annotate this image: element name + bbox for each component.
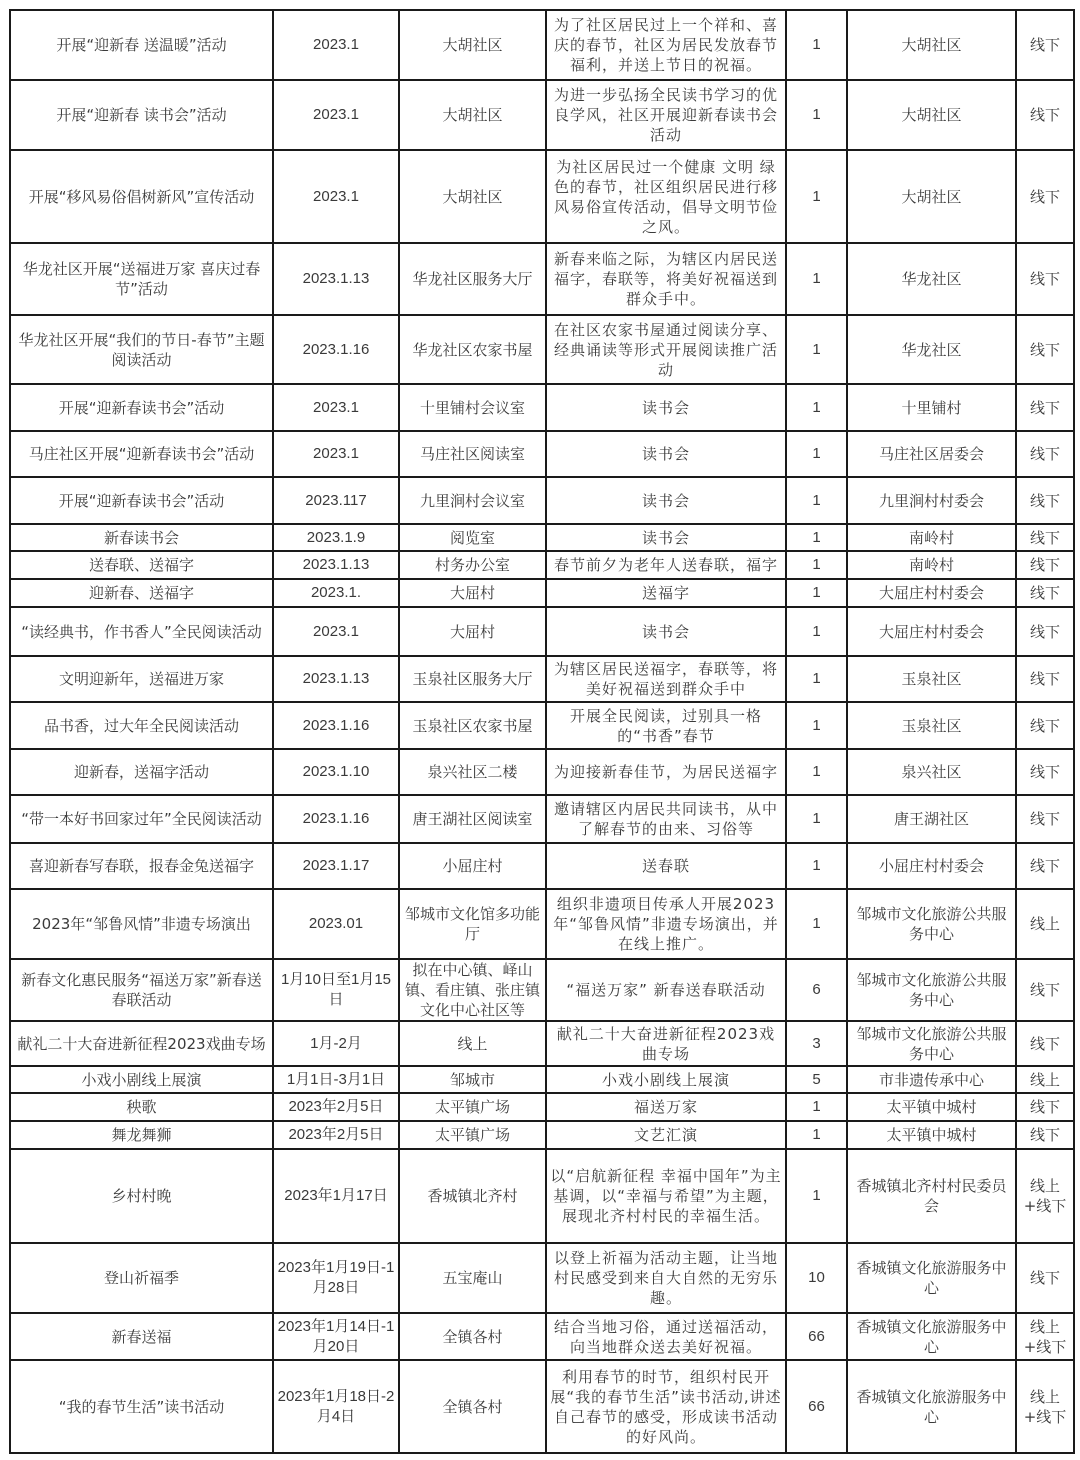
date-cell: 2023.1.10 [273, 749, 399, 795]
organizer-cell: 香城镇北齐村村民委员会 [847, 1149, 1016, 1243]
mode-cell: 线下 [1016, 702, 1074, 749]
location-cell: 玉泉社区服务大厅 [399, 656, 546, 702]
date-cell: 1月1日-3月1日 [273, 1066, 399, 1093]
date-cell: 2023.1 [273, 384, 399, 431]
count-cell: 1 [786, 477, 847, 524]
mode-cell: 线下 [1016, 10, 1074, 80]
table-row [10, 243, 1074, 315]
description-cell: 小戏小剧线上展演 [546, 1066, 786, 1093]
activity-name-cell: “我的春节生活”读书活动 [10, 1360, 273, 1453]
location-cell: 唐王湖社区阅读室 [399, 795, 546, 843]
mode-cell: 线下 [1016, 150, 1074, 243]
location-cell: 十里铺村会议室 [399, 384, 546, 431]
date-cell: 1月10日至1月15日 [273, 959, 399, 1021]
description-cell: 在社区农家书屋通过阅读分享、经典诵读等形式开展阅读推广活动 [546, 315, 786, 384]
mode-cell: 线下 [1016, 384, 1074, 431]
count-cell: 1 [786, 795, 847, 843]
mode-cell: 线下 [1016, 1121, 1074, 1149]
mode-cell: 线下 [1016, 959, 1074, 1021]
mode-cell: 线下 [1016, 656, 1074, 702]
description-cell: 送福字 [546, 579, 786, 607]
table-row [10, 477, 1074, 524]
mode-cell: 线上+线下 [1016, 1313, 1074, 1360]
count-cell: 1 [786, 843, 847, 889]
date-cell: 2023年1月17日 [273, 1149, 399, 1243]
organizer-cell: 市非遗传承中心 [847, 1066, 1016, 1093]
location-cell: 五宝庵山 [399, 1243, 546, 1313]
table-row [10, 431, 1074, 477]
organizer-cell: 太平镇中城村 [847, 1093, 1016, 1121]
activity-name-cell: 送春联、送福字 [10, 551, 273, 579]
count-cell: 1 [786, 749, 847, 795]
location-cell: 邹城市 [399, 1066, 546, 1093]
date-cell: 2023年1月19日-1月28日 [273, 1243, 399, 1313]
location-cell: 华龙社区服务大厅 [399, 243, 546, 315]
table-row [10, 524, 1074, 551]
date-cell: 2023年1月14日-1月20日 [273, 1313, 399, 1360]
description-cell: 读书会 [546, 431, 786, 477]
count-cell: 1 [786, 80, 847, 150]
activity-name-cell: 喜迎新春写春联，报春金兔送福字 [10, 843, 273, 889]
date-cell: 2023.1.13 [273, 551, 399, 579]
date-cell: 2023.1.17 [273, 843, 399, 889]
activity-name-cell: 新春读书会 [10, 524, 273, 551]
description-cell: 文艺汇演 [546, 1121, 786, 1149]
table-row [10, 551, 1074, 579]
count-cell: 1 [786, 1149, 847, 1243]
date-cell: 1月-2月 [273, 1021, 399, 1066]
activity-name-cell: 迎新春、送福字 [10, 579, 273, 607]
location-cell: 村务办公室 [399, 551, 546, 579]
description-cell: 邀请辖区内居民共同读书，从中了解春节的由来、习俗等 [546, 795, 786, 843]
location-cell: 拟在中心镇、峄山镇、看庄镇、张庄镇文化中心社区等 [399, 959, 546, 1021]
description-cell: “福送万家” 新春送春联活动 [546, 959, 786, 1021]
organizer-cell: 玉泉社区 [847, 702, 1016, 749]
count-cell: 1 [786, 551, 847, 579]
count-cell: 1 [786, 315, 847, 384]
count-cell: 66 [786, 1313, 847, 1360]
description-cell: 组织非遗项目传承人开展2023年“邹鲁风情”非遗专场演出，并在线上推广。 [546, 889, 786, 959]
activity-name-cell: 开展“迎新春 送温暖”活动 [10, 10, 273, 80]
description-cell: 结合当地习俗，通过送福活动，向当地群众送去美好祝福。 [546, 1313, 786, 1360]
location-cell: 大屈村 [399, 607, 546, 656]
description-cell: 福送万家 [546, 1093, 786, 1121]
activity-name-cell: 新春文化惠民服务“福送万家”新春送春联活动 [10, 959, 273, 1021]
organizer-cell: 十里铺村 [847, 384, 1016, 431]
table-row [10, 384, 1074, 431]
organizer-cell: 邹城市文化旅游公共服务中心 [847, 959, 1016, 1021]
activity-name-cell: 开展“迎新春 读书会”活动 [10, 80, 273, 150]
date-cell: 2023.1. [273, 579, 399, 607]
organizer-cell: 大胡社区 [847, 150, 1016, 243]
activity-name-cell: 登山祈福季 [10, 1243, 273, 1313]
count-cell: 5 [786, 1066, 847, 1093]
count-cell: 1 [786, 243, 847, 315]
activity-name-cell: 小戏小剧线上展演 [10, 1066, 273, 1093]
activity-name-cell: 开展“迎新春读书会”活动 [10, 384, 273, 431]
table-row [10, 843, 1074, 889]
table-row [10, 607, 1074, 656]
date-cell: 2023.1 [273, 150, 399, 243]
activity-name-cell: 舞龙舞狮 [10, 1121, 273, 1149]
table-row [10, 579, 1074, 607]
count-cell: 1 [786, 889, 847, 959]
table-row [10, 702, 1074, 749]
description-cell: 为了社区居民过上一个祥和、喜庆的春节，社区为居民发放春节福利，并送上节日的祝福。 [546, 10, 786, 80]
location-cell: 邹城市文化馆多功能厅 [399, 889, 546, 959]
date-cell: 2023.01 [273, 889, 399, 959]
description-cell: 读书会 [546, 524, 786, 551]
description-cell: 以登上祈福为活动主题，让当地村民感受到来自大自然的无穷乐趣。 [546, 1243, 786, 1313]
table-row [10, 150, 1074, 243]
table-row [10, 80, 1074, 150]
activity-table-body [10, 10, 1074, 1453]
count-cell: 1 [786, 431, 847, 477]
location-cell: 大胡社区 [399, 150, 546, 243]
activity-name-cell: 献礼二十大奋进新征程2023戏曲专场 [10, 1021, 273, 1066]
date-cell: 2023.1 [273, 431, 399, 477]
activity-name-cell: 秧歌 [10, 1093, 273, 1121]
description-cell: 读书会 [546, 607, 786, 656]
date-cell: 2023.1 [273, 80, 399, 150]
table-row [10, 1093, 1074, 1121]
description-cell: 新春来临之际，为辖区内居民送福字，春联等，将美好祝福送到群众手中。 [546, 243, 786, 315]
organizer-cell: 大屈庄村村委会 [847, 607, 1016, 656]
organizer-cell: 华龙社区 [847, 243, 1016, 315]
organizer-cell: 马庄社区居委会 [847, 431, 1016, 477]
description-cell: 以“启航新征程 幸福中国年”为主基调，以“幸福与希望”为主题，展现北齐村村民的幸福生活。 [546, 1149, 786, 1243]
organizer-cell: 玉泉社区 [847, 656, 1016, 702]
date-cell: 2023.1.13 [273, 243, 399, 315]
mode-cell: 线上+线下 [1016, 1149, 1074, 1243]
count-cell: 1 [786, 1121, 847, 1149]
description-cell: 为进一步弘扬全民读书学习的优良学风，社区开展迎新春读书会活动 [546, 80, 786, 150]
table-row [10, 1149, 1074, 1243]
activity-name-cell: 华龙社区开展“我们的节日-春节”主题阅读活动 [10, 315, 273, 384]
organizer-cell: 太平镇中城村 [847, 1121, 1016, 1149]
location-cell: 太平镇广场 [399, 1093, 546, 1121]
mode-cell: 线下 [1016, 243, 1074, 315]
mode-cell: 线下 [1016, 551, 1074, 579]
mode-cell: 线下 [1016, 1243, 1074, 1313]
table-row [10, 1360, 1074, 1453]
date-cell: 2023.1.16 [273, 315, 399, 384]
description-cell: 春节前夕为老年人送春联，福字 [546, 551, 786, 579]
location-cell: 玉泉社区农家书屋 [399, 702, 546, 749]
description-cell: 送春联 [546, 843, 786, 889]
location-cell: 线上 [399, 1021, 546, 1066]
activity-table [9, 9, 1075, 1454]
location-cell: 九里涧村会议室 [399, 477, 546, 524]
activity-name-cell: “带一本好书回家过年”全民阅读活动 [10, 795, 273, 843]
mode-cell: 线下 [1016, 795, 1074, 843]
organizer-cell: 邹城市文化旅游公共服务中心 [847, 1021, 1016, 1066]
activity-name-cell: 文明迎新年，送福进万家 [10, 656, 273, 702]
organizer-cell: 泉兴社区 [847, 749, 1016, 795]
mode-cell: 线下 [1016, 431, 1074, 477]
organizer-cell: 九里涧村村委会 [847, 477, 1016, 524]
table-row [10, 1313, 1074, 1360]
activity-name-cell: 华龙社区开展“送福进万家 喜庆过春节”活动 [10, 243, 273, 315]
date-cell: 2023年2月5日 [273, 1121, 399, 1149]
mode-cell: 线下 [1016, 843, 1074, 889]
mode-cell: 线下 [1016, 579, 1074, 607]
location-cell: 马庄社区阅读室 [399, 431, 546, 477]
description-cell: 读书会 [546, 384, 786, 431]
count-cell: 66 [786, 1360, 847, 1453]
date-cell: 2023.1.16 [273, 795, 399, 843]
count-cell: 1 [786, 1093, 847, 1121]
mode-cell: 线下 [1016, 524, 1074, 551]
location-cell: 泉兴社区二楼 [399, 749, 546, 795]
location-cell: 太平镇广场 [399, 1121, 546, 1149]
organizer-cell: 香城镇文化旅游服务中心 [847, 1360, 1016, 1453]
count-cell: 1 [786, 579, 847, 607]
activity-name-cell: 马庄社区开展“迎新春读书会”活动 [10, 431, 273, 477]
location-cell: 大胡社区 [399, 10, 546, 80]
mode-cell: 线下 [1016, 1093, 1074, 1121]
activity-name-cell: 新春送福 [10, 1313, 273, 1360]
organizer-cell: 大屈庄村村委会 [847, 579, 1016, 607]
table-row [10, 889, 1074, 959]
location-cell: 全镇各村 [399, 1313, 546, 1360]
mode-cell: 线下 [1016, 607, 1074, 656]
organizer-cell: 香城镇文化旅游服务中心 [847, 1243, 1016, 1313]
date-cell: 2023.1.16 [273, 702, 399, 749]
activity-name-cell: 开展“移风易俗倡树新风”宣传活动 [10, 150, 273, 243]
activity-name-cell: 2023年“邹鲁风情”非遗专场演出 [10, 889, 273, 959]
organizer-cell: 南岭村 [847, 524, 1016, 551]
location-cell: 大胡社区 [399, 80, 546, 150]
location-cell: 香城镇北齐村 [399, 1149, 546, 1243]
mode-cell: 线下 [1016, 477, 1074, 524]
date-cell: 2023.117 [273, 477, 399, 524]
date-cell: 2023年1月18日-2月4日 [273, 1360, 399, 1453]
location-cell: 阅览室 [399, 524, 546, 551]
description-cell: 献礼二十大奋进新征程2023戏曲专场 [546, 1021, 786, 1066]
location-cell: 全镇各村 [399, 1360, 546, 1453]
activity-name-cell: “读经典书，作书香人”全民阅读活动 [10, 607, 273, 656]
location-cell: 华龙社区农家书屋 [399, 315, 546, 384]
organizer-cell: 香城镇文化旅游服务中心 [847, 1313, 1016, 1360]
activity-name-cell: 迎新春，送福字活动 [10, 749, 273, 795]
table-row [10, 656, 1074, 702]
organizer-cell: 唐王湖社区 [847, 795, 1016, 843]
table-row [10, 795, 1074, 843]
activity-name-cell: 品书香，过大年全民阅读活动 [10, 702, 273, 749]
date-cell: 2023.1.9 [273, 524, 399, 551]
mode-cell: 线上 [1016, 889, 1074, 959]
description-cell: 为辖区居民送福字，春联等，将美好祝福送到群众手中 [546, 656, 786, 702]
activity-name-cell: 乡村村晚 [10, 1149, 273, 1243]
count-cell: 10 [786, 1243, 847, 1313]
description-cell: 为社区居民过一个健康 文明 绿色的春节，社区组织居民进行移风易俗宣传活动，倡导文明节俭之风。 [546, 150, 786, 243]
count-cell: 1 [786, 702, 847, 749]
table-row [10, 1021, 1074, 1066]
table-row [10, 1243, 1074, 1313]
table-row [10, 749, 1074, 795]
description-cell: 读书会 [546, 477, 786, 524]
date-cell: 2023年2月5日 [273, 1093, 399, 1121]
count-cell: 1 [786, 150, 847, 243]
activity-name-cell: 开展“迎新春读书会”活动 [10, 477, 273, 524]
mode-cell: 线下 [1016, 749, 1074, 795]
organizer-cell: 小屈庄村村委会 [847, 843, 1016, 889]
description-cell: 开展全民阅读，过别具一格的“书香”春节 [546, 702, 786, 749]
date-cell: 2023.1.13 [273, 656, 399, 702]
count-cell: 6 [786, 959, 847, 1021]
location-cell: 大屈村 [399, 579, 546, 607]
table-row [10, 959, 1074, 1021]
description-cell: 利用春节的时节，组织村民开展“我的春节生活”读书活动,讲述自己春节的感受，形成读书活动的好风尚。 [546, 1360, 786, 1453]
mode-cell: 线上 [1016, 1066, 1074, 1093]
organizer-cell: 大胡社区 [847, 80, 1016, 150]
count-cell: 1 [786, 384, 847, 431]
mode-cell: 线上+线下 [1016, 1360, 1074, 1453]
description-cell: 为迎接新春佳节，为居民送福字 [546, 749, 786, 795]
count-cell: 1 [786, 656, 847, 702]
count-cell: 1 [786, 10, 847, 80]
date-cell: 2023.1 [273, 607, 399, 656]
mode-cell: 线下 [1016, 315, 1074, 384]
mode-cell: 线下 [1016, 80, 1074, 150]
organizer-cell: 南岭村 [847, 551, 1016, 579]
date-cell: 2023.1 [273, 10, 399, 80]
organizer-cell: 华龙社区 [847, 315, 1016, 384]
organizer-cell: 邹城市文化旅游公共服务中心 [847, 889, 1016, 959]
table-row [10, 10, 1074, 80]
count-cell: 1 [786, 607, 847, 656]
organizer-cell: 大胡社区 [847, 10, 1016, 80]
table-row [10, 1121, 1074, 1149]
table-row [10, 315, 1074, 384]
count-cell: 3 [786, 1021, 847, 1066]
location-cell: 小屈庄村 [399, 843, 546, 889]
mode-cell: 线下 [1016, 1021, 1074, 1066]
table-row [10, 1066, 1074, 1093]
count-cell: 1 [786, 524, 847, 551]
